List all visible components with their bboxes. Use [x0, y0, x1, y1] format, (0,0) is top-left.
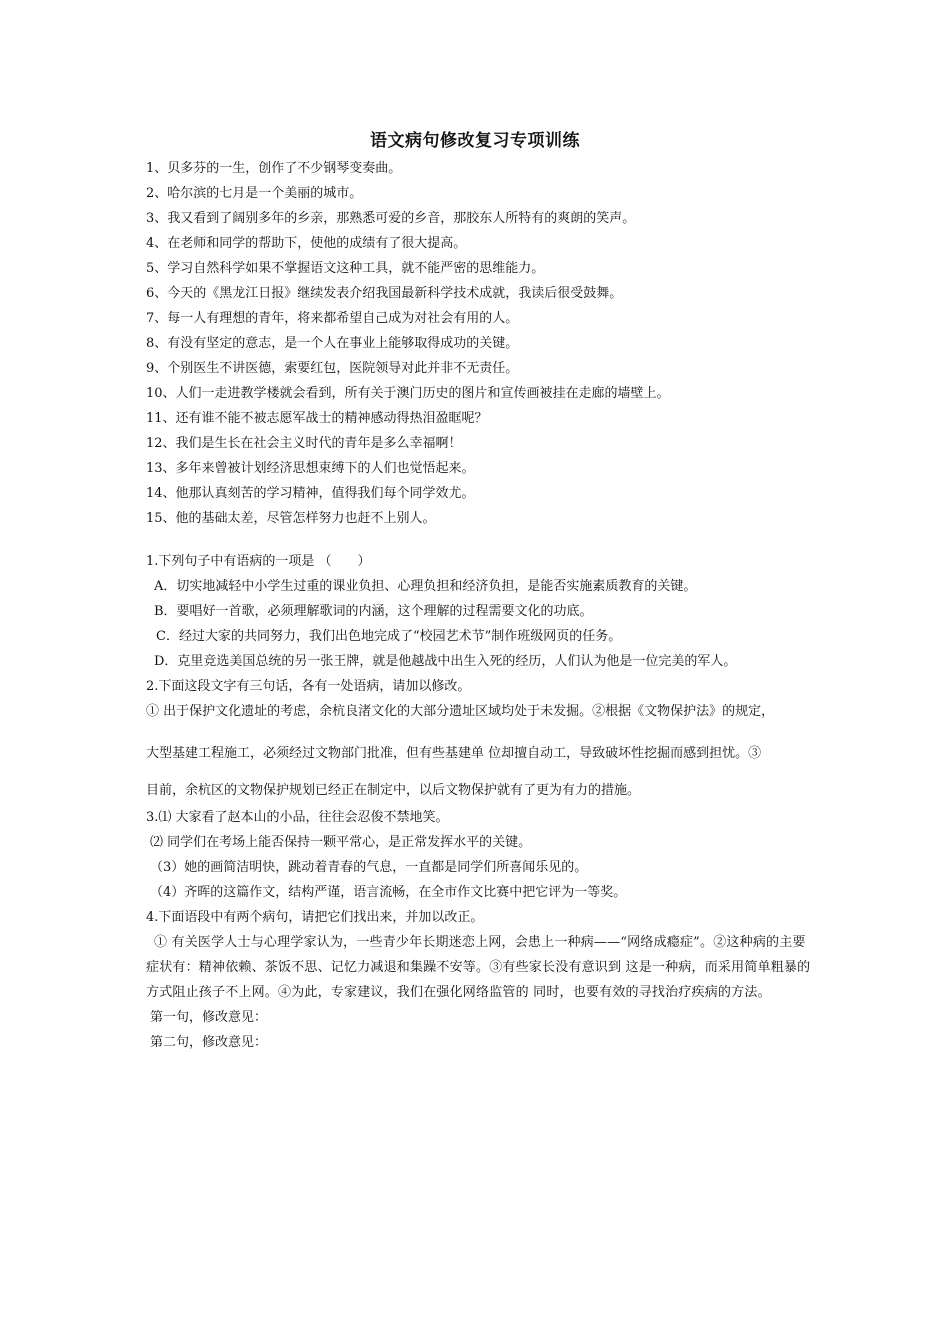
sentence-list	[146, 156, 826, 531]
option-d: D．克里竞选美国总统的另一张王牌，就是他越战中出生入死的经历，人们认为他是一位完美的军人。	[154, 654, 737, 669]
question-2-line: 目前，余杭区的文物保护规划已经正在制定中，以后文物保护就有了更为有力的措施。	[146, 783, 641, 798]
sentence-item: 3、我又看到了阔别多年的乡亲，那熟悉可爱的乡音，那胶东人所特有的爽朗的笑声。	[146, 211, 636, 226]
sentence-item: 10、人们一走进教学楼就会看到，所有关于澳门历史的图片和宣传画被挂在走廊的墙壁上。	[146, 386, 670, 401]
question-2-line: ① 出于保护文化遗址的考虑，余杭良渚文化的大部分遗址区域均处于未发掘。②根据《文物保护法》的规定，	[146, 704, 775, 719]
question-1	[146, 549, 826, 674]
sentence-item: 4、在老师和同学的帮助下，使他的成绩有了很大提高。	[146, 236, 467, 251]
question-2-stem: 2.下面这段文字有三句话，各有一处语病，请加以修改。	[146, 679, 471, 694]
sentence-item: 12、我们是生长在社会主义时代的青年是多么幸福啊！	[146, 436, 462, 451]
sentence-item: 5、学习自然科学如果不掌握语文这种工具，就不能严密的思维能力。	[146, 261, 545, 276]
option-c: C．经过大家的共同努力，我们出色地完成了“校园艺术节”制作班级网页的任务。	[156, 629, 622, 644]
answer-line-1: 第一句，修改意见：	[150, 1010, 268, 1025]
sentence-item: 9、个别医生不讲医德，索要红包，医院领导对此并非不无责任。	[146, 361, 519, 376]
spacer	[146, 531, 826, 549]
question-3-item: ⑵ 同学们在考场上能否保持一颗平常心，是正常发挥水平的关键。	[150, 835, 532, 850]
question-4-stem: 4.下面语段中有两个病句，请把它们找出来，并加以改正。	[146, 910, 484, 925]
sentence-item: 15、他的基础太差，尽管怎样努力也赶不上别人。	[146, 511, 436, 526]
answer-line-2: 第二句，修改意见：	[150, 1035, 268, 1050]
question-4-paragraph: ① 有关医学人士与心理学家认为，一些青少年长期迷恋上网，会患上一种病——“网络成瘾症”。②这种病的主要症状有：精神依赖、茶饭不思、记忆力减退和集躁不安等。③有些家长没有意识到 这是一种病，而采用简单粗暴的方式阻止孩子不上网。④为此，专家建议，我们在强化网络监管的 同时，也要有效的寻找治疗疾病的方法。	[146, 935, 811, 1000]
sentence-item: 1、贝多芬的一生，创作了不少钢琴变奏曲。	[146, 161, 402, 176]
question-3-item: （3）她的画简洁明快，跳动着青春的气息，一直都是同学们所喜闻乐见的。	[150, 860, 588, 875]
question-2-line: 大型基建工程施工，必须经过文物部门批准，但有些基建单 位却擅自动工，导致破坏性挖掘而感到担忧。③	[146, 746, 762, 761]
question-4	[146, 905, 826, 1055]
page-title: 语文病句修改复习专项训练	[370, 131, 580, 151]
question-3-item: （4）齐晖的这篇作文，结构严谨，语言流畅，在全市作文比赛中把它评为一等奖。	[150, 885, 627, 900]
sentence-item: 13、多年来曾被计划经济思想束缚下的人们也觉悟起来。	[146, 461, 475, 476]
question-3	[146, 805, 826, 905]
sentence-item: 6、今天的《黑龙江日报》继续发表介绍我国最新科学技术成就，我读后很受鼓舞。	[146, 286, 623, 301]
sentence-item: 8、有没有坚定的意志，是一个人在事业上能够取得成功的关键。	[146, 336, 519, 351]
question-2	[146, 674, 826, 805]
sentence-item: 14、他那认真刻苦的学习精神，值得我们每个同学效尤。	[146, 486, 475, 501]
sentence-item: 11、还有谁不能不被志愿军战士的精神感动得热泪盈眶呢？	[146, 411, 488, 426]
option-b: B．要唱好一首歌，必须理解歌词的内涵，这个理解的过程需要文化的功底。	[154, 604, 593, 619]
document-body	[146, 156, 826, 1055]
question-3-item: 3.⑴ 大家看了赵本山的小品，往往会忍俊不禁地笑。	[146, 810, 449, 825]
option-a: A．切实地减轻中小学生过重的课业负担、心理负担和经济负担，是能否实施素质教育的关键。	[154, 579, 697, 594]
question-1-stem: 1.下列句子中有语病的一项是 （ ）	[146, 554, 371, 569]
sentence-item: 2、哈尔滨的七月是一个美丽的城市。	[146, 186, 363, 201]
sentence-item: 7、每一人有理想的青年，将来都希望自己成为对社会有用的人。	[146, 311, 519, 326]
